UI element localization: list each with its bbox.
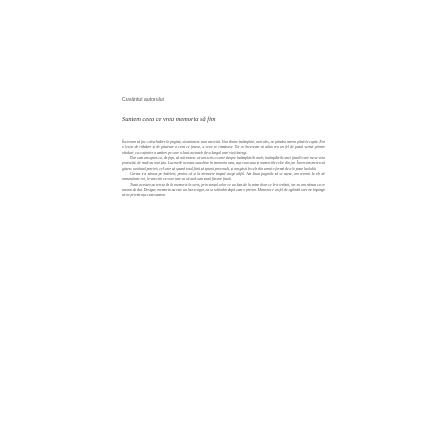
- page-title: Suntem ceea ce vrea memoria să fim: [122, 116, 216, 123]
- paragraph: Încercam să fac o deschidere în pagină, să amintesc cum am trăit. Una dintre întâmplări, mai ales, ne pândea mereu până la capăt. Era o lecție de răbdare și de păstrare a ceea ce fusese, a ceea ce rămăsese. Tot ce încercam să adun era un fel de pastă scrisă printre rânduri, ca o ațintire a umbrei pe care o lasă cuvintele de-a lungul unei vieți întregi.: [122, 140, 325, 155]
- paragraph: Cartea s-a născut pe îndelete, pentru că și la memorie timpul curge altfel. Am lăsat paginile să se așeze, am revenit la ele de nenumărate ori, le-am citit cu voce tare ca să aud cum sună fiecare frază.: [122, 172, 325, 182]
- paragraph: Dar cum am ajuns ca, de fapt, să mă trezesc că am scris o carte despre întâmplările mele, întâmplările unei familii care nu se voia povestită, de mult nu mai știu. Lucrurile acestea stau bine în memoria mea, așa cum stau și memoriile celor din jur. Încercam mereu să găsesc cuvântul potrivit, cel care să spună totul fără să spună prea mult, și am găsit în cele din urmă o formă de a le pune laolaltă.: [122, 156, 325, 171]
- paragraph: Toate acestea au trecut de la memorie în scris, prin simțul celor ce au luat de la mine doar ce le-a trebuit, iar eu am rămas cu ce aveam de dat. Desigur, memoria nu este un lucru sigur, ea se schimbă după cum o privim. Memoria e un fel de oglindă care ne împinge să ne privim așa cum suntem.: [122, 182, 325, 198]
- body-text: [122, 140, 325, 199]
- section-heading: Cuvântul autorului: [122, 97, 164, 103]
